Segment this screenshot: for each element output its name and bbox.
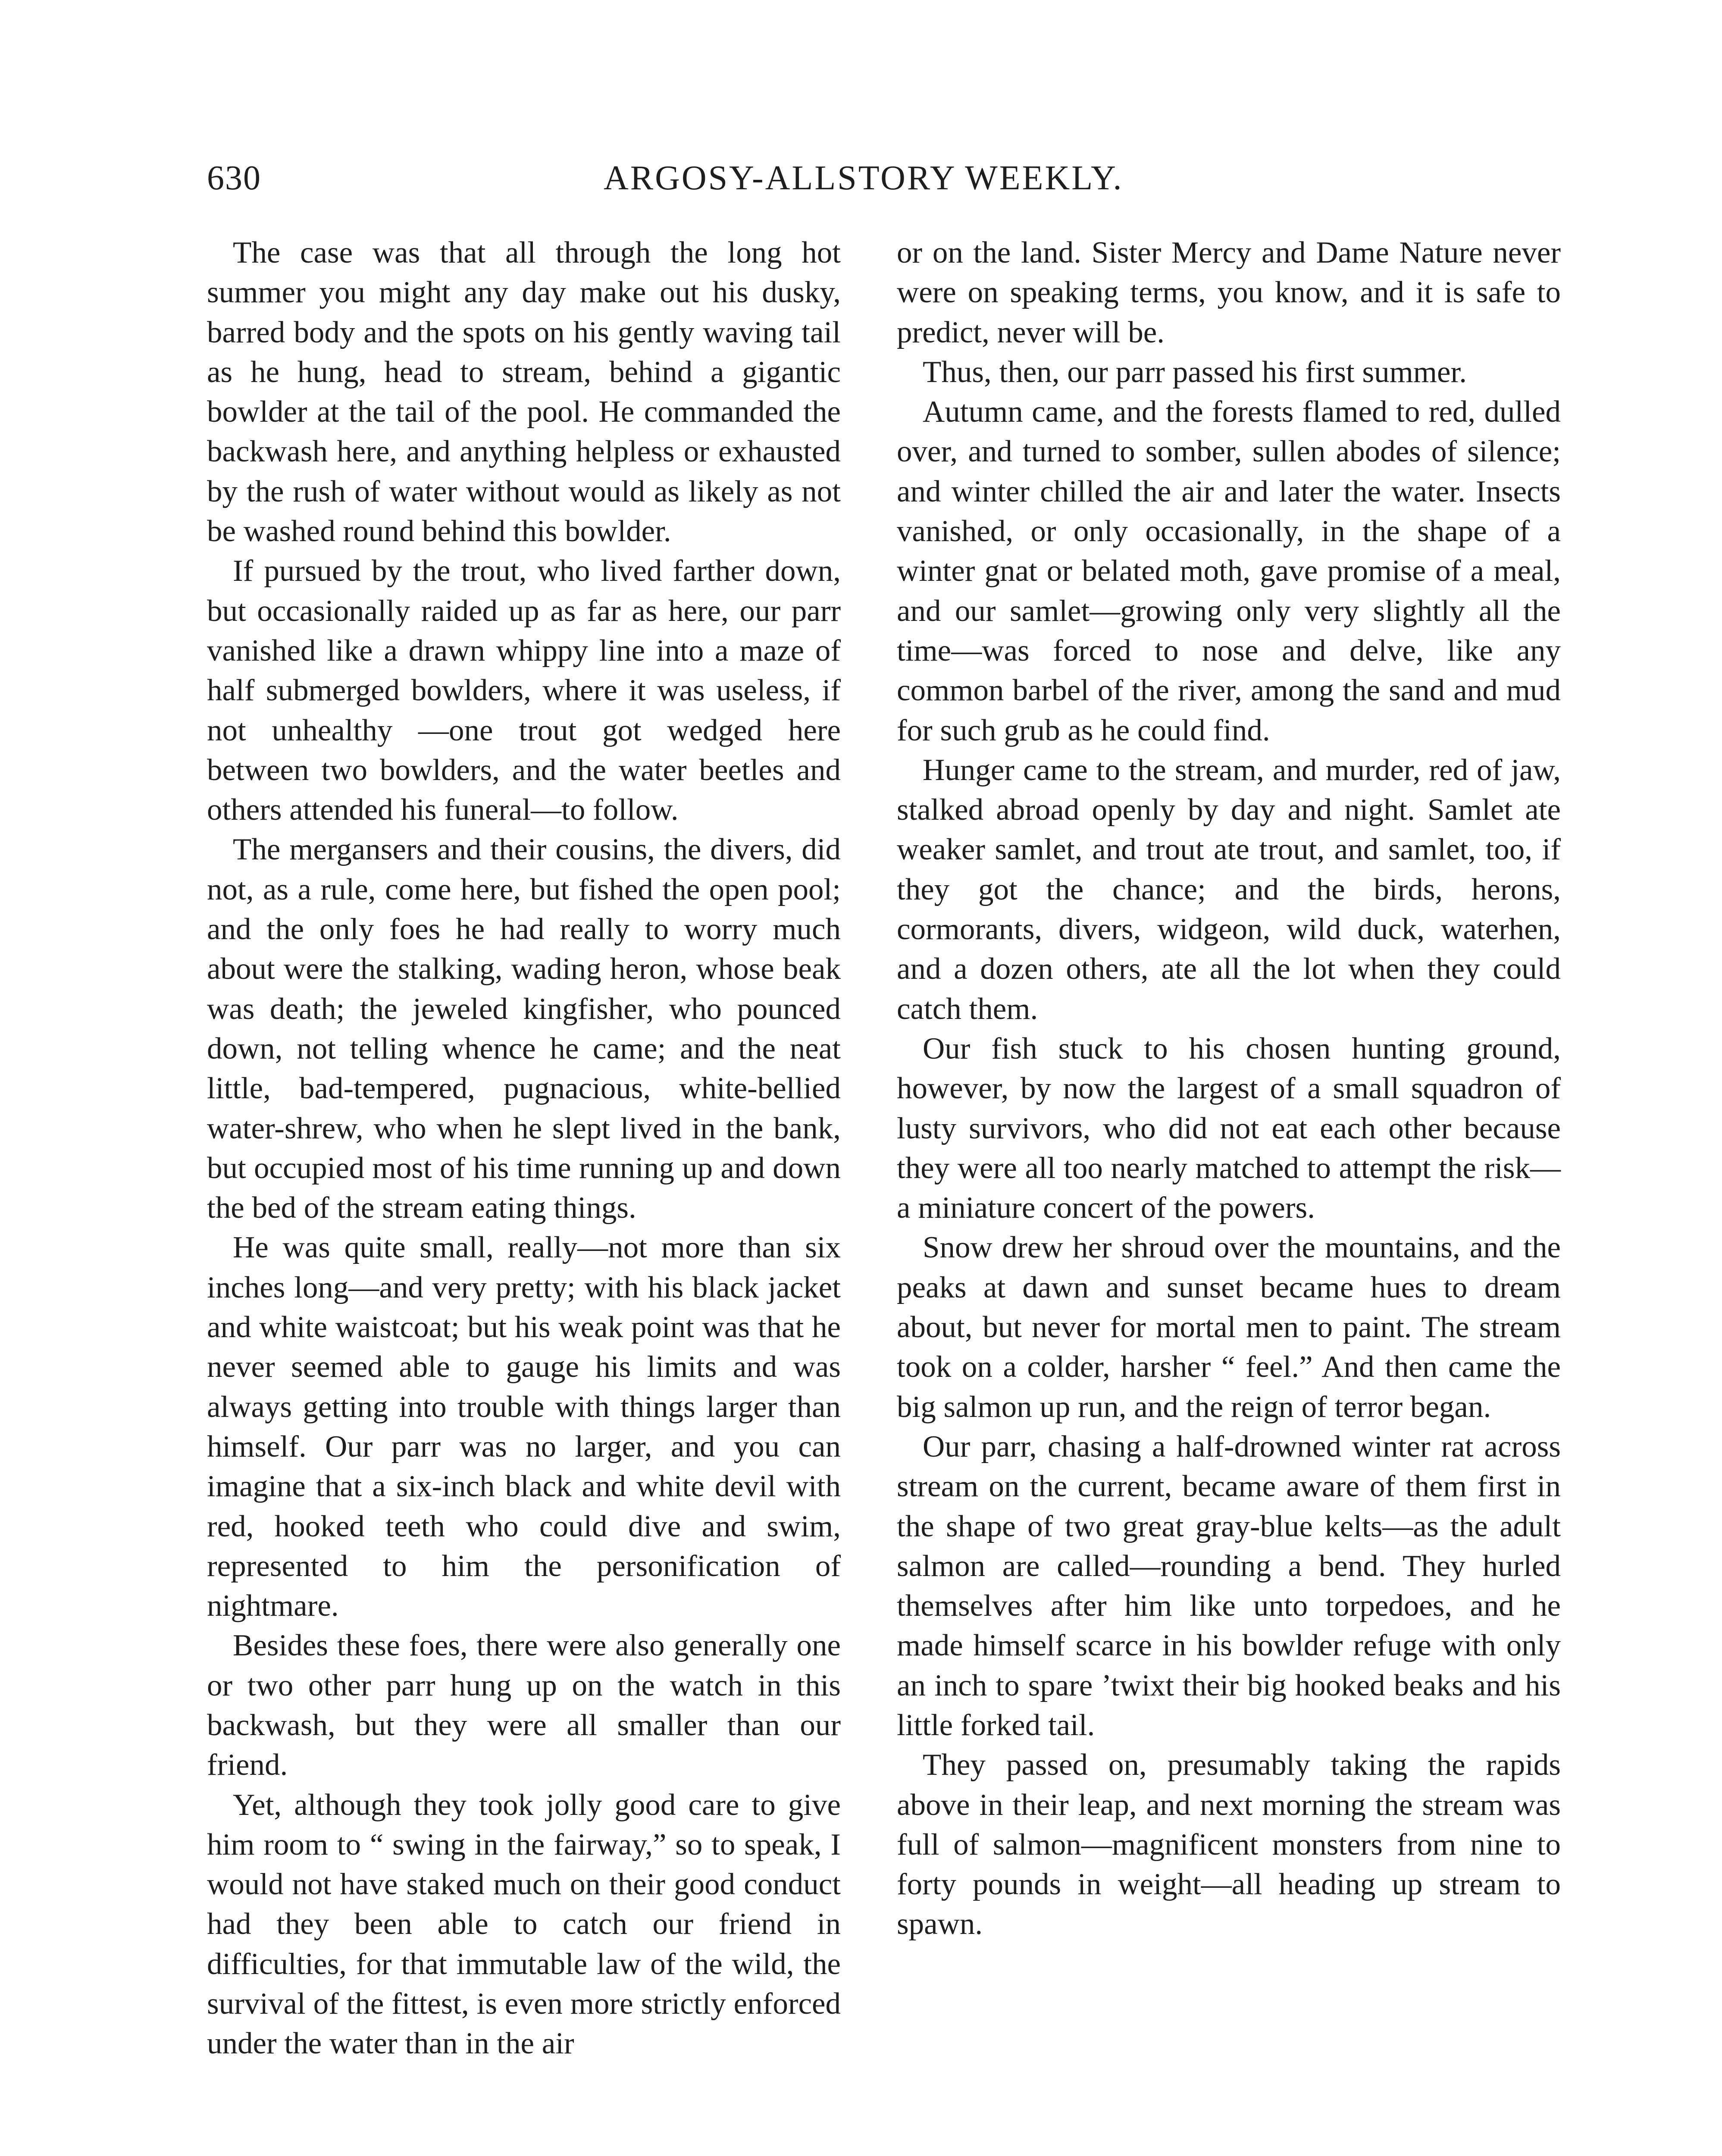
paragraph: Hunger came to the stream, and murder, red of jaw, stalked abroad openly by day and night. Samlet ate weaker samlet, and trout ate trout, and samlet, too, if they got the chance; and the birds, herons, cormorants, divers, widgeon, wild duck, waterhen, and a dozen others, ate all the lot when they could catch them.	[897, 753, 1561, 1026]
paragraph: Snow drew her shroud over the mountains, and the peaks at dawn and sunset became hues to dream about, but never for mortal men to paint. The stream took on a colder, harsher “ feel.” And then came the big salmon up run, and the reign of terror began.	[897, 1231, 1561, 1424]
paragraph: The case was that all through the long hot summer you might any day make out his dusky, barred body and the spots on his gently waving tail as he hung, head to stream, behind a gigantic bowlder at the tail of the pool. He commanded the backwash here, and anything helpless or exhausted by the rush of water without would as likely as not be washed round behind this bowlder.	[207, 236, 841, 548]
running-title: ARGOSY-ALLSTORY WEEKLY.	[604, 159, 1124, 197]
paragraph: Autumn came, and the forests flamed to red, dulled over, and turned to somber, sullen abodes of silence; and winter chilled the air and later the water. Insects vanished, or only occasionally, in the shape of a winter gnat or belated moth, gave promise of a meal, and our samlet—growing only very slightly all the time—was forced to nose and delve, like any common barbel of the river, among the sand and mud for such grub as he could find.	[897, 395, 1561, 747]
paragraph-continuation: or on the land. Sister Mercy and Dame Nature never were on speaking terms, you know, and it is safe to predict, never will be.	[897, 236, 1561, 349]
paragraph: Besides these foes, there were also generally one or two other parr hung up on the watch in this backwash, but they were all smaller than our friend.	[207, 1629, 841, 1782]
paragraph: They passed on, presumably taking the rapids above in their leap, and next morning the stream was full of salmon—magnificent monsters from nine to forty pounds in weight—all heading up stream to spawn.	[897, 1748, 1561, 1941]
left-column	[207, 233, 841, 2064]
paragraph: The mergansers and their cousins, the divers, did not, as a rule, come here, but fished the open pool; and the only foes he had really to worry much about were the stalking, wading heron, whose beak was death; the jeweled kingfisher, who pounced down, not telling whence he came; and the neat little, bad-tempered, pugnacious, white-bellied water-shrew, who when he slept lived in the bank, but occupied most of his time running up and down the bed of the stream eating things.	[207, 833, 841, 1225]
paragraph: Our parr, chasing a half-drowned winter rat across stream on the current, became aware of them first in the shape of two great gray-blue kelts—as the adult salmon are called—rounding a bend. They hurled themselves after him like unto torpedoes, and he made himself scarce in his bowlder refuge with only an inch to spare ’twixt their big hooked beaks and his little forked tail.	[897, 1429, 1561, 1742]
page-header	[0, 159, 1722, 206]
paragraph: Yet, although they took jolly good care to give him room to “ swing in the fairway,” so to speak, I would not have staked much on their good conduct had they been able to catch our friend in difficulties, for that immutable law of the wild, the survival of the fittest, is even more strictly enforced under the water than in the air	[207, 1788, 841, 2061]
page-number: 630	[207, 159, 261, 197]
paragraph: Our fish stuck to his chosen hunting ground, however, by now the largest of a small squadron of lusty survivors, who did not eat each other because they were all too nearly matched to attempt the risk—a miniature concert of the powers.	[897, 1031, 1561, 1225]
paragraph: Thus, then, our parr passed his first summer.	[923, 355, 1467, 389]
paragraph: He was quite small, really—not more than six inches long—and very pretty; with his black jacket and white waistcoat; but his weak point was that he never seemed able to gauge his limits and was always getting into trouble with things larger than himself. Our parr was no larger, and you can imagine that a six-inch black and white devil with red, hooked teeth who could dive and swim, represented to him the personification of nightmare.	[207, 1231, 841, 1623]
paragraph: If pursued by the trout, who lived farther down, but occasionally raided up as far as here, our parr vanished like a drawn whippy line into a maze of half submerged bowlders, where it was useless, if not unhealthy —one trout got wedged here between two bowlders, and the water beetles and others attended his funeral—to follow.	[207, 554, 841, 827]
right-column	[897, 233, 1561, 1944]
